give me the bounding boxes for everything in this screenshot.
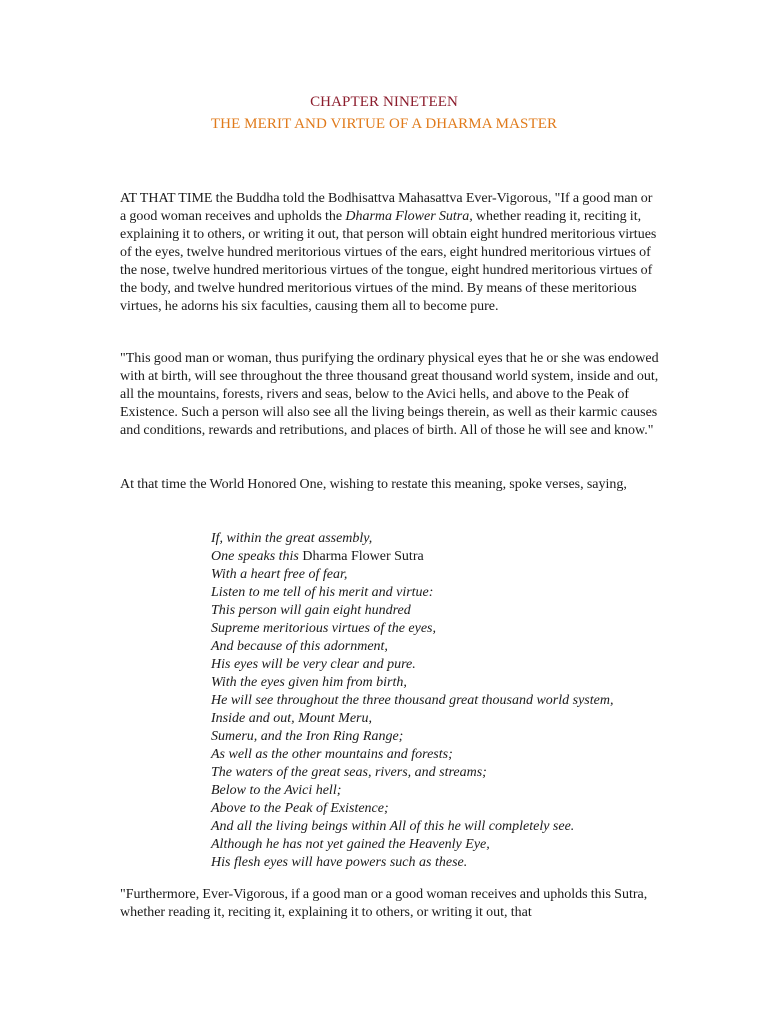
verse-line: Supreme meritorious virtues of the eyes, [211, 621, 436, 636]
verse-line: With a heart free of fear, [211, 567, 348, 582]
paragraph-opening [120, 190, 660, 316]
verse-line: The waters of the great seas, rivers, and streams; [211, 765, 487, 780]
paragraph-eyes-purification: "This good man or woman, thus purifying the ordinary physical eyes that he or she was endowed with at birth, will see throughout the three thousand great thousand world system, inside and out, all the mountains, forests, rivers and seas, below to the Avici hells, and above to the Peak of Existence. Such a person will also see all the living beings therein, as well as their karmic causes and conditions, rewards and retributions, and places of birth. All of those he will see and know." [120, 351, 659, 438]
chapter-title-heading: THE MERIT AND VIRTUE OF A DHARMA MASTER [210, 116, 558, 132]
verse-line: Listen to me tell of his merit and virtue: [211, 585, 434, 600]
paragraph-verse-intro: At that time the World Honored One, wishing to restate this meaning, spoke verses, saying, [120, 477, 627, 492]
verse-line: As well as the other mountains and forests; [211, 747, 453, 762]
verse-line: Below to the Avici hell; [211, 783, 342, 798]
verse-line: Inside and out, Mount Meru, [211, 711, 372, 726]
verse-line: Sumeru, and the Iron Ring Range; [211, 729, 404, 744]
verse-line: This person will gain eight hundred [211, 603, 411, 618]
verse-line: His flesh eyes will have powers such as these. [211, 855, 468, 870]
paragraph-opening-text-start: AT THAT TIME the Buddha told the Bodhisattva Mahasattva Ever-Vigorous, "If a good man or a good woman receives and upholds the [120, 191, 653, 224]
verse-block [211, 530, 731, 872]
verse-line: With the eyes given him from birth, [211, 675, 407, 690]
sutra-title: Dharma Flower Sutra, [345, 209, 473, 224]
verse-line: His eyes will be very clear and pure. [211, 657, 416, 672]
paragraph-furthermore: "Furthermore, Ever-Vigorous, if a good man or a good woman receives and upholds this Sutra, whether reading it, reciting it, explaining it to others, or writing it out, that [120, 887, 648, 920]
verse-line: He will see throughout the three thousand great thousand world system, [211, 693, 614, 708]
verse-sutra-name: Dharma Flower Sutra [302, 549, 424, 564]
verse-line [211, 548, 731, 566]
verse-line-prefix: One speaks this [211, 549, 303, 564]
verse-line: If, within the great assembly, [211, 531, 373, 546]
verse-line: Above to the Peak of Existence; [211, 801, 389, 816]
verse-line: And because of this adornment, [211, 639, 388, 654]
verse-line: Although he has not yet gained the Heavenly Eye, [211, 837, 490, 852]
paragraph-opening-text-end: whether reading it, reciting it, explaining it to others, or writing it out, that person will obtain eight hundred meritorious virtues of the eyes, twelve hundred meritorious virtues of the ears, eight hundred meritorious virtues of the nose, twelve hundred meritorious virtues of the tongue, eight hundred meritorious virtues of the body, and twelve hundred meritorious virtues of the mind. By means of these meritorious virtues, he adorns his six faculties, causing them all to become pure. [120, 209, 657, 314]
verse-line: And all the living beings within All of this he will completely see. [211, 819, 575, 834]
chapter-number-heading: CHAPTER NINETEEN [310, 94, 458, 110]
